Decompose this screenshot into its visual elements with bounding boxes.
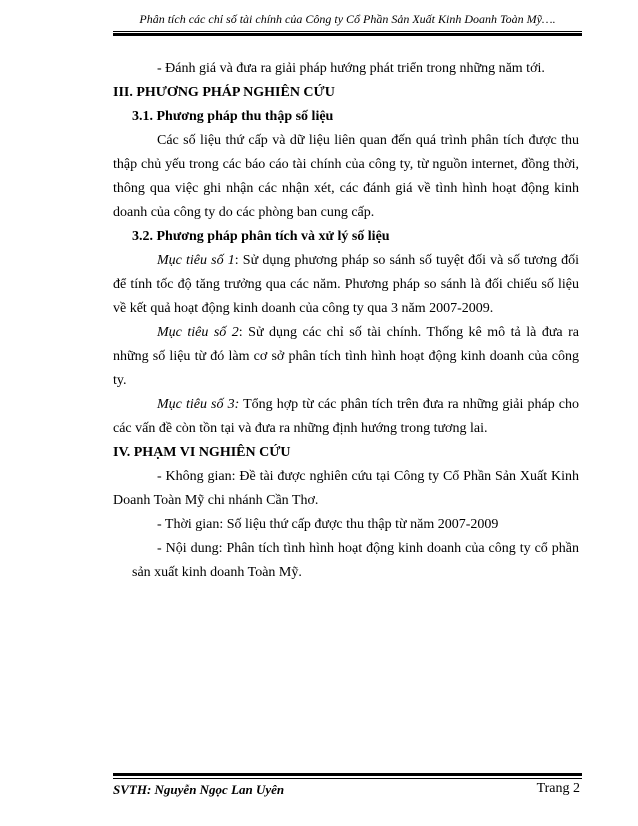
objective-1-label: Mục tiêu số 1 <box>157 253 235 268</box>
section-4-heading: IV. PHẠM VI NGHIÊN CỨU <box>113 445 291 460</box>
footer-author: SVTH: Nguyễn Ngọc Lan Uyên <box>113 782 285 797</box>
objective-2-text: Sử dụng các chỉ số tài chính. Thống kê mô tả là đưa ra những số liệu từ đó làm cơ sở phân tích tình hình hoạt động kinh doanh của công ty. <box>113 325 579 388</box>
page-body <box>113 57 579 585</box>
header-rule-thick <box>113 33 582 36</box>
page-header: Phân tích các chỉ số tài chính của Công ty Cổ Phần Sản Xuất Kinh Doanh Toàn Mỹ…. <box>139 12 556 26</box>
objective-2-label: Mục tiêu số 2 <box>157 325 239 340</box>
scope-time: - Thời gian: Số liệu thứ cấp được thu thập từ năm 2007-2009 <box>157 517 499 532</box>
objective-3-text: Tổng hợp từ các phân tích trên đưa ra những giải pháp cho các vấn đề còn tồn tại và đưa ra những định hướng trong tương lai. <box>113 397 580 436</box>
objective-1-paragraph <box>113 249 579 321</box>
scope-content: - Nội dung: Phân tích tình hình hoạt động kinh doanh của công ty cổ phần sản xuất kinh doanh Toàn Mỹ. <box>132 541 579 580</box>
objective-3-label: Mục tiêu số 3: <box>157 397 240 412</box>
page-number: Trang 2 <box>536 781 580 796</box>
section-3-2-heading: 3.2. Phương pháp phân tích và xử lý số liệu <box>132 229 390 244</box>
scope-space: - Không gian: Đề tài được nghiên cứu tại Công ty Cổ Phần Sản Xuất Kinh Doanh Toàn Mỹ chi nhánh Cần Thơ. <box>113 469 579 508</box>
header-rule-thin <box>113 31 582 32</box>
objective-1-text: Sử dụng phương pháp so sánh số tuyệt đối và số tương đối để tính tốc độ tăng trưởng qua các năm. Phương pháp so sánh là đối chiếu số liệu về kết quả hoạt động kinh doanh của công ty qua 3 năm 2007-2009. <box>113 253 580 316</box>
section-3-1-paragraph: Các số liệu thứ cấp và dữ liệu liên quan đến quá trình phân tích được thu thập chủ yếu trong các báo cáo tài chính của công ty, từ nguồn internet, đồng thời, thông qua việc ghi nhận các nhận xét, các đánh giá về tình hình hoạt động kinh doanh của công ty do các phòng ban cung cấp. <box>113 133 579 220</box>
footer-rule-thin <box>113 778 582 779</box>
footer-rule-thick <box>113 773 582 776</box>
objective-1-sep: : <box>234 253 239 268</box>
intro-bullet: - Đánh giá và đưa ra giải pháp hướng phát triển trong những năm tới. <box>157 61 545 76</box>
objective-2-sep: : <box>238 325 243 340</box>
section-3-heading: III. PHƯƠNG PHÁP NGHIÊN CỨU <box>113 85 335 100</box>
objective-3-paragraph <box>113 393 579 441</box>
objective-2-paragraph <box>113 321 579 393</box>
section-3-1-heading: 3.1. Phương pháp thu thập số liệu <box>132 109 334 124</box>
